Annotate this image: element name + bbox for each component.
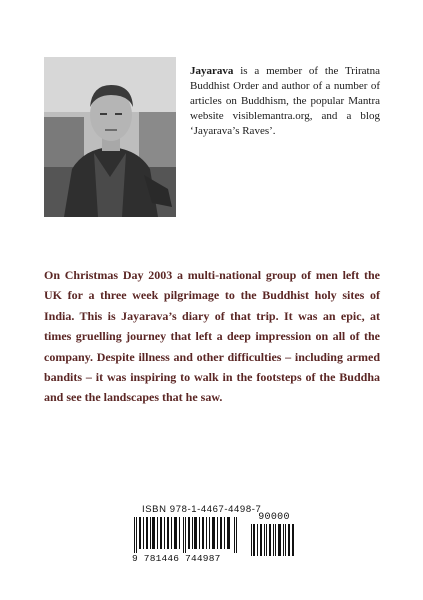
author-bio [190,64,380,139]
book-blurb: On Christmas Day 2003 a multi-national group of men left the UK for a three week pilgrimage to the Buddhist holy sites of India. This is Jayarava’s diary of that trip. It was an epic, at times gruelling journey that left a deep impression on all of the company. Despite illness and other difficulties – including armed bandits – it was inspiring to walk in the footsteps of the Buddha and see the landscapes that he saw. [44,268,380,405]
author-name: Jayarava [190,65,234,77]
isbn-label: ISBN 978-1-4467-4498-7 [142,504,262,515]
addon-digits: 90000 [258,512,290,523]
addon-barcode-bars [250,524,296,556]
author-photo [44,57,176,217]
ean-digits: 9 781446 744987 [132,553,221,564]
author-portrait-image [44,57,176,217]
author-bio-text: is a member of the Triratna Buddhist Order and author of a number of articles on Buddhism, the popular Mantra website visiblemantra.org, and a blog ‘Jayarava’s Raves’. [190,65,380,137]
ean-barcode-bars [132,517,240,553]
